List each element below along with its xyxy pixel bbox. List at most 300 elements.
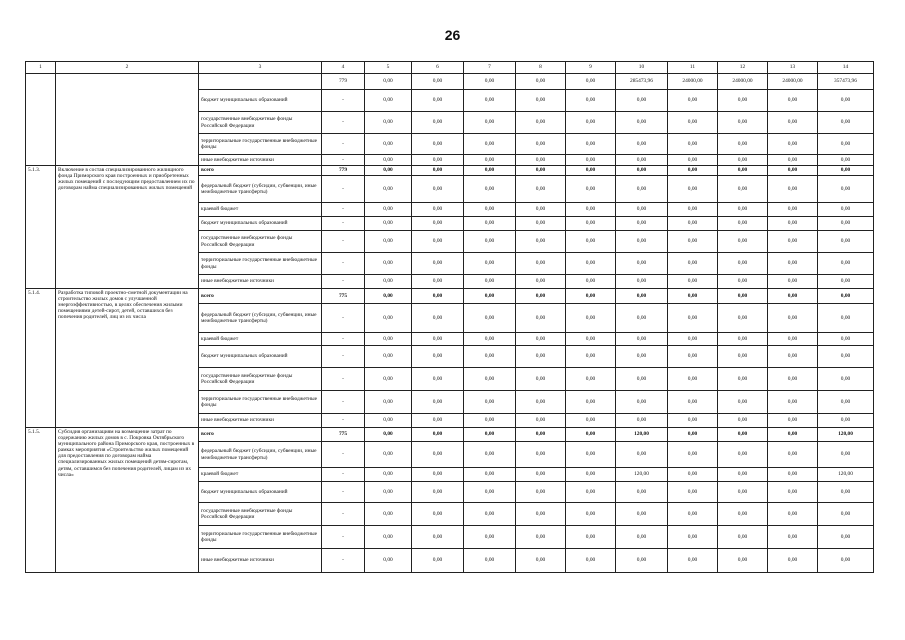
- value-cell: 0,00: [412, 549, 464, 573]
- value-cell: 0,00: [566, 176, 616, 203]
- value-cell: 0,00: [566, 289, 616, 304]
- value-cell: 0,00: [566, 166, 616, 176]
- value-cell: -: [322, 333, 365, 346]
- funding-source: иные внебюджетные источники: [199, 414, 322, 428]
- value-cell: -: [322, 203, 365, 217]
- value-cell: 0,00: [566, 428, 616, 442]
- value-cell: 0,00: [566, 304, 616, 333]
- value-cell: 0,00: [516, 90, 566, 112]
- value-cell: -: [322, 346, 365, 368]
- value-cell: -: [322, 482, 365, 503]
- section-index: 5.1.3.: [26, 166, 56, 289]
- value-cell: 0,00: [412, 203, 464, 217]
- value-cell: 0,00: [768, 155, 818, 166]
- value-cell: 0,00: [412, 112, 464, 134]
- value-cell: 0,00: [718, 90, 768, 112]
- value-cell: 0,00: [768, 482, 818, 503]
- value-cell: 0,00: [464, 482, 516, 503]
- page-number: 26: [444, 27, 461, 43]
- value-cell: 0,00: [464, 253, 516, 275]
- value-cell: 0,00: [566, 346, 616, 368]
- value-cell: 0,00: [616, 289, 668, 304]
- value-cell: -: [322, 304, 365, 333]
- value-cell: 0,00: [668, 526, 718, 549]
- value-cell: 0,00: [365, 74, 412, 90]
- value-cell: 0,00: [365, 217, 412, 231]
- value-cell: 0,00: [768, 176, 818, 203]
- value-cell: 0,00: [365, 346, 412, 368]
- value-cell: 0,00: [464, 468, 516, 482]
- value-cell: 0,00: [516, 333, 566, 346]
- value-cell: 0,00: [718, 275, 768, 289]
- value-cell: 0,00: [818, 112, 874, 134]
- value-cell: 0,00: [516, 275, 566, 289]
- value-cell: 0,00: [668, 304, 718, 333]
- value-cell: 0,00: [365, 289, 412, 304]
- value-cell: 0,00: [566, 275, 616, 289]
- value-cell: 0,00: [818, 304, 874, 333]
- value-cell: 0,00: [412, 231, 464, 253]
- value-cell: 0,00: [464, 155, 516, 166]
- value-cell: 0,00: [668, 468, 718, 482]
- value-cell: 0,00: [464, 176, 516, 203]
- value-cell: 0,00: [566, 155, 616, 166]
- funding-source: государственные внебюджетные фонды Российской Федерации: [199, 503, 322, 526]
- value-cell: 0,00: [718, 526, 768, 549]
- value-cell: 0,00: [768, 112, 818, 134]
- value-cell: 0,00: [464, 74, 516, 90]
- value-cell: 0,00: [818, 155, 874, 166]
- value-cell: 24000,00: [768, 74, 818, 90]
- value-cell: 0,00: [412, 304, 464, 333]
- row-index-cell: [26, 74, 56, 166]
- table-row: [26, 74, 874, 90]
- value-cell: 0,00: [516, 217, 566, 231]
- value-cell: 0,00: [768, 231, 818, 253]
- value-cell: 0,00: [464, 289, 516, 304]
- value-cell: 0,00: [616, 155, 668, 166]
- value-cell: 0,00: [464, 428, 516, 442]
- value-cell: 0,00: [668, 549, 718, 573]
- value-cell: 0,00: [464, 346, 516, 368]
- funding-source: всего: [199, 428, 322, 442]
- value-cell: 0,00: [768, 346, 818, 368]
- value-cell: 0,00: [818, 176, 874, 203]
- value-cell: 0,00: [616, 368, 668, 391]
- column-number: 12: [718, 62, 768, 74]
- column-number: 14: [818, 62, 874, 74]
- value-cell: 0,00: [566, 368, 616, 391]
- funding-source: краевой бюджет: [199, 333, 322, 346]
- value-cell: 0,00: [516, 231, 566, 253]
- value-cell: 0,00: [412, 289, 464, 304]
- value-cell: 0,00: [616, 333, 668, 346]
- value-cell: 0,00: [516, 503, 566, 526]
- value-cell: 0,00: [566, 231, 616, 253]
- funding-source: иные внебюджетные источники: [199, 275, 322, 289]
- value-cell: -: [322, 468, 365, 482]
- value-cell: 0,00: [516, 391, 566, 414]
- value-cell: 0,00: [516, 289, 566, 304]
- value-cell: 0,00: [464, 203, 516, 217]
- value-cell: 0,00: [616, 231, 668, 253]
- section-index: 5.1.5.: [26, 428, 56, 573]
- funding-source: территориальные государственные внебюджетные фонды: [199, 253, 322, 275]
- value-cell: 0,00: [516, 166, 566, 176]
- value-cell: 0,00: [616, 391, 668, 414]
- value-cell: 0,00: [718, 289, 768, 304]
- value-cell: 0,00: [668, 134, 718, 155]
- value-cell: 0,00: [668, 482, 718, 503]
- funding-source: территориальные государственные внебюджетные фонды: [199, 391, 322, 414]
- value-cell: -: [322, 368, 365, 391]
- value-cell: 0,00: [718, 503, 768, 526]
- column-number: 1: [26, 62, 56, 74]
- funding-source: краевой бюджет: [199, 468, 322, 482]
- value-cell: 0,00: [768, 428, 818, 442]
- column-number: 2: [56, 62, 199, 74]
- value-cell: 24000,00: [668, 74, 718, 90]
- value-cell: 0,00: [566, 526, 616, 549]
- value-cell: 0,00: [718, 166, 768, 176]
- value-cell: 0,00: [365, 253, 412, 275]
- value-cell: 0,00: [768, 90, 818, 112]
- value-cell: 0,00: [616, 176, 668, 203]
- value-cell: 0,00: [768, 368, 818, 391]
- value-cell: 0,00: [412, 428, 464, 442]
- value-cell: 0,00: [768, 549, 818, 573]
- value-cell: -: [322, 391, 365, 414]
- value-cell: 0,00: [412, 468, 464, 482]
- value-cell: 0,00: [566, 414, 616, 428]
- value-cell: 0,00: [464, 90, 516, 112]
- value-cell: 0,00: [365, 503, 412, 526]
- value-cell: 0,00: [718, 253, 768, 275]
- value-cell: 0,00: [668, 442, 718, 468]
- value-cell: 0,00: [566, 391, 616, 414]
- section-description: Включение в состав специализированного жилищного фонда Приморского края построенных и приобретенных жилых помещений с последующим предоставлением их по договорам найма специализированных жилых помещений: [56, 166, 199, 289]
- value-cell: 0,00: [516, 134, 566, 155]
- value-cell: 0,00: [464, 304, 516, 333]
- value-cell: 0,00: [566, 468, 616, 482]
- value-cell: 0,00: [412, 166, 464, 176]
- value-cell: -: [322, 90, 365, 112]
- value-cell: 0,00: [365, 112, 412, 134]
- value-cell: 0,00: [668, 346, 718, 368]
- value-cell: 0,00: [412, 176, 464, 203]
- value-cell: 0,00: [412, 414, 464, 428]
- value-cell: 0,00: [616, 90, 668, 112]
- value-cell: 0,00: [365, 90, 412, 112]
- value-cell: 24000,00: [718, 74, 768, 90]
- value-cell: 0,00: [718, 304, 768, 333]
- value-cell: 0,00: [768, 166, 818, 176]
- value-cell: 0,00: [412, 346, 464, 368]
- section-total-row: [26, 428, 874, 442]
- value-cell: 0,00: [668, 428, 718, 442]
- value-cell: 0,00: [718, 134, 768, 155]
- value-cell: 0,00: [818, 90, 874, 112]
- value-cell: 0,00: [365, 414, 412, 428]
- value-cell: 0,00: [516, 549, 566, 573]
- value-cell: 0,00: [464, 112, 516, 134]
- funding-source: государственные внебюджетные фонды Российской Федерации: [199, 368, 322, 391]
- value-cell: 0,00: [668, 231, 718, 253]
- value-cell: 0,00: [818, 346, 874, 368]
- value-cell: 0,00: [566, 549, 616, 573]
- value-cell: 0,00: [365, 428, 412, 442]
- value-cell: 0,00: [668, 333, 718, 346]
- value-cell: 0,00: [412, 74, 464, 90]
- value-cell: 0,00: [412, 503, 464, 526]
- value-cell: 0,00: [412, 333, 464, 346]
- value-cell: 0,00: [768, 304, 818, 333]
- value-cell: 0,00: [768, 275, 818, 289]
- value-cell: -: [322, 549, 365, 573]
- value-cell: 0,00: [464, 217, 516, 231]
- value-cell: 0,00: [718, 442, 768, 468]
- value-cell: 0,00: [768, 503, 818, 526]
- value-cell: 0,00: [516, 482, 566, 503]
- value-cell: 0,00: [768, 289, 818, 304]
- value-cell: 0,00: [365, 333, 412, 346]
- value-cell: 0,00: [412, 217, 464, 231]
- value-cell: 0,00: [768, 134, 818, 155]
- value-cell: 0,00: [668, 166, 718, 176]
- value-cell: 0,00: [464, 391, 516, 414]
- value-cell: 0,00: [616, 217, 668, 231]
- value-cell: 0,00: [668, 90, 718, 112]
- value-cell: 0,00: [566, 253, 616, 275]
- section-index: 5.1.4.: [26, 289, 56, 428]
- value-cell: 0,00: [818, 275, 874, 289]
- value-cell: 0,00: [516, 442, 566, 468]
- value-cell: 779: [322, 74, 365, 90]
- value-cell: 0,00: [668, 414, 718, 428]
- value-cell: 0,00: [464, 503, 516, 526]
- value-cell: 0,00: [818, 289, 874, 304]
- value-cell: 0,00: [516, 368, 566, 391]
- value-cell: 0,00: [566, 333, 616, 346]
- value-cell: 0,00: [516, 74, 566, 90]
- value-cell: 0,00: [365, 468, 412, 482]
- value-cell: 0,00: [365, 231, 412, 253]
- value-cell: 0,00: [818, 166, 874, 176]
- value-cell: 0,00: [616, 503, 668, 526]
- value-cell: 0,00: [768, 414, 818, 428]
- value-cell: -: [322, 275, 365, 289]
- value-cell: 285473,96: [616, 74, 668, 90]
- value-cell: 0,00: [566, 203, 616, 217]
- value-cell: 0,00: [768, 391, 818, 414]
- value-cell: 0,00: [412, 526, 464, 549]
- value-cell: 0,00: [464, 166, 516, 176]
- value-cell: 0,00: [566, 112, 616, 134]
- value-cell: 0,00: [412, 442, 464, 468]
- value-cell: -: [322, 231, 365, 253]
- value-cell: 0,00: [412, 368, 464, 391]
- value-cell: 0,00: [616, 112, 668, 134]
- value-cell: 0,00: [818, 253, 874, 275]
- value-cell: 0,00: [412, 253, 464, 275]
- value-cell: 0,00: [464, 134, 516, 155]
- value-cell: 0,00: [566, 90, 616, 112]
- value-cell: 0,00: [616, 526, 668, 549]
- value-cell: 0,00: [668, 253, 718, 275]
- value-cell: 0,00: [616, 203, 668, 217]
- value-cell: 0,00: [365, 526, 412, 549]
- value-cell: 0,00: [464, 368, 516, 391]
- value-cell: 0,00: [718, 231, 768, 253]
- value-cell: 0,00: [668, 503, 718, 526]
- funding-source: бюджет муниципальных образований: [199, 90, 322, 112]
- value-cell: 0,00: [365, 549, 412, 573]
- value-cell: 0,00: [818, 414, 874, 428]
- column-number: 6: [412, 62, 464, 74]
- column-number: 4: [322, 62, 365, 74]
- value-cell: 0,00: [566, 74, 616, 90]
- value-cell: 0,00: [668, 391, 718, 414]
- value-cell: 0,00: [818, 549, 874, 573]
- value-cell: -: [322, 155, 365, 166]
- column-number-row: [26, 62, 874, 74]
- value-cell: 0,00: [566, 134, 616, 155]
- value-cell: 0,00: [464, 442, 516, 468]
- value-cell: 0,00: [668, 217, 718, 231]
- section-total-row: [26, 289, 874, 304]
- value-cell: 0,00: [768, 442, 818, 468]
- column-number: 11: [668, 62, 718, 74]
- value-cell: 0,00: [818, 231, 874, 253]
- value-cell: 120,00: [616, 468, 668, 482]
- value-cell: 0,00: [516, 253, 566, 275]
- value-cell: 0,00: [718, 203, 768, 217]
- value-cell: 0,00: [818, 503, 874, 526]
- value-cell: 0,00: [365, 442, 412, 468]
- value-cell: 0,00: [516, 414, 566, 428]
- value-cell: -: [322, 442, 365, 468]
- value-cell: 775: [322, 428, 365, 442]
- value-cell: 0,00: [412, 482, 464, 503]
- value-cell: 0,00: [516, 526, 566, 549]
- value-cell: 0,00: [412, 155, 464, 166]
- value-cell: 0,00: [718, 368, 768, 391]
- value-cell: 0,00: [365, 391, 412, 414]
- value-cell: 0,00: [718, 468, 768, 482]
- value-cell: -: [322, 112, 365, 134]
- value-cell: 0,00: [365, 134, 412, 155]
- funding-source: всего: [199, 289, 322, 304]
- column-number: 9: [566, 62, 616, 74]
- value-cell: 0,00: [516, 428, 566, 442]
- value-cell: 779: [322, 166, 365, 176]
- column-number: 3: [199, 62, 322, 74]
- value-cell: 0,00: [464, 333, 516, 346]
- funding-source: иные внебюджетные источники: [199, 549, 322, 573]
- value-cell: 0,00: [668, 275, 718, 289]
- value-cell: 0,00: [768, 333, 818, 346]
- value-cell: 0,00: [818, 134, 874, 155]
- value-cell: 0,00: [566, 503, 616, 526]
- value-cell: 0,00: [718, 482, 768, 503]
- column-number: 8: [516, 62, 566, 74]
- value-cell: 0,00: [668, 289, 718, 304]
- section-description: Разработка типовой проектно-сметной документации на строительство жилых домов с улучшенной энергоэффективностью, в целях обеспечения жилыми помещениями детей-сирот, детей, оставшихся без попечения родителей, лиц из их числа: [56, 289, 199, 428]
- funding-source: краевой бюджет: [199, 203, 322, 217]
- column-number: 13: [768, 62, 818, 74]
- value-cell: -: [322, 526, 365, 549]
- value-cell: 0,00: [818, 442, 874, 468]
- funding-source: федеральный бюджет (субсидии, субвенции, иные межбюджетные трансферты): [199, 442, 322, 468]
- value-cell: 0,00: [412, 275, 464, 289]
- value-cell: -: [322, 253, 365, 275]
- value-cell: 0,00: [464, 549, 516, 573]
- column-number: 5: [365, 62, 412, 74]
- value-cell: 0,00: [668, 155, 718, 166]
- section-total-row: [26, 166, 874, 176]
- value-cell: 0,00: [718, 333, 768, 346]
- value-cell: 0,00: [718, 391, 768, 414]
- value-cell: 0,00: [566, 217, 616, 231]
- value-cell: 0,00: [464, 526, 516, 549]
- value-cell: 0,00: [566, 482, 616, 503]
- funding-source: территориальные государственные внебюджетные фонды: [199, 134, 322, 155]
- value-cell: -: [322, 414, 365, 428]
- funding-source: федеральный бюджет (субсидии, субвенции, иные межбюджетные трансферты): [199, 304, 322, 333]
- funding-source: государственные внебюджетные фонды Российской Федерации: [199, 231, 322, 253]
- funding-source: бюджет муниципальных образований: [199, 346, 322, 368]
- value-cell: 0,00: [818, 368, 874, 391]
- value-cell: 120,00: [616, 428, 668, 442]
- value-cell: 357473,96: [818, 74, 874, 90]
- value-cell: 0,00: [718, 346, 768, 368]
- value-cell: 0,00: [718, 176, 768, 203]
- value-cell: 0,00: [365, 368, 412, 391]
- value-cell: 775: [322, 289, 365, 304]
- value-cell: 0,00: [464, 414, 516, 428]
- value-cell: 120,00: [818, 428, 874, 442]
- funding-source: бюджет муниципальных образований: [199, 217, 322, 231]
- value-cell: 0,00: [768, 203, 818, 217]
- value-cell: 0,00: [668, 112, 718, 134]
- funding-source: [199, 74, 322, 90]
- value-cell: 0,00: [616, 549, 668, 573]
- funding-source: всего: [199, 166, 322, 176]
- funding-source: федеральный бюджет (субсидии, субвенции, иные межбюджетные трансферты): [199, 176, 322, 203]
- funding-source: бюджет муниципальных образований: [199, 482, 322, 503]
- value-cell: 0,00: [412, 134, 464, 155]
- value-cell: 0,00: [516, 203, 566, 217]
- value-cell: 0,00: [516, 468, 566, 482]
- value-cell: 0,00: [412, 90, 464, 112]
- value-cell: 120,00: [818, 468, 874, 482]
- row-description-cell: [56, 74, 199, 166]
- value-cell: 0,00: [616, 166, 668, 176]
- value-cell: 0,00: [818, 391, 874, 414]
- value-cell: 0,00: [516, 155, 566, 166]
- value-cell: 0,00: [668, 203, 718, 217]
- column-number: 7: [464, 62, 516, 74]
- value-cell: -: [322, 176, 365, 203]
- value-cell: 0,00: [365, 203, 412, 217]
- value-cell: 0,00: [718, 414, 768, 428]
- funding-source: иные внебюджетные источники: [199, 155, 322, 166]
- value-cell: 0,00: [718, 428, 768, 442]
- value-cell: 0,00: [616, 275, 668, 289]
- value-cell: 0,00: [365, 176, 412, 203]
- value-cell: 0,00: [718, 112, 768, 134]
- value-cell: 0,00: [616, 253, 668, 275]
